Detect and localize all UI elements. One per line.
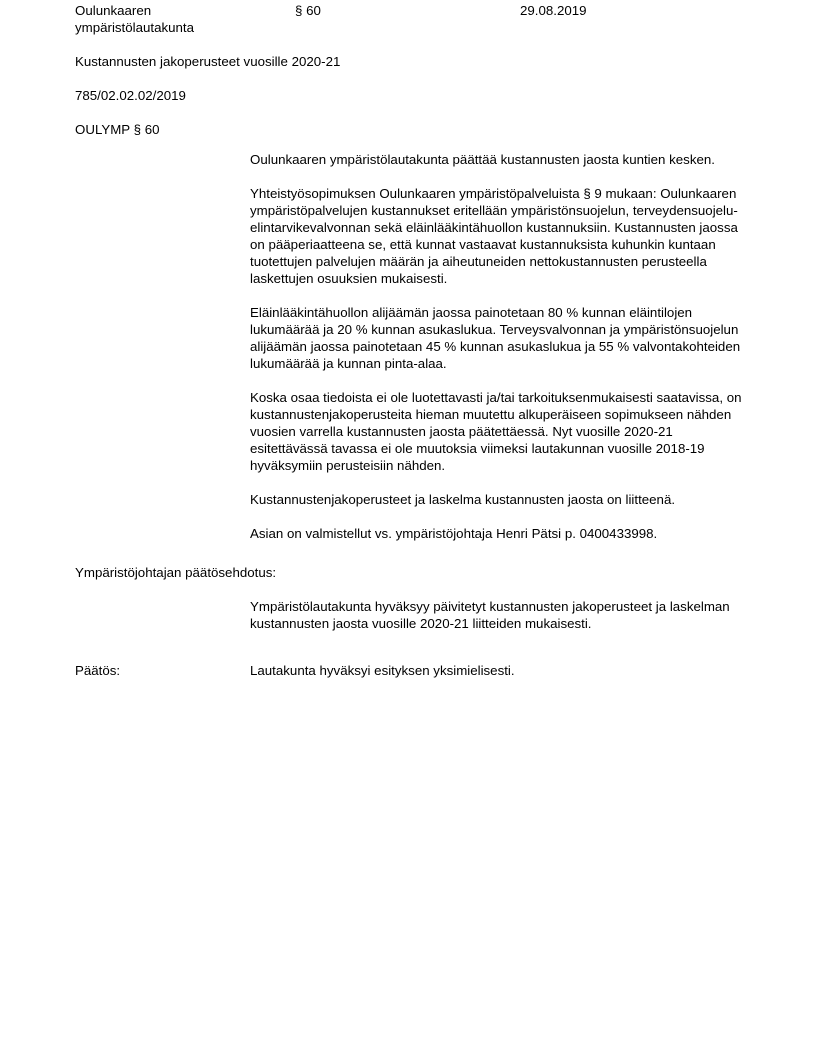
proposal-heading: Ympäristöjohtajan päätösehdotus: — [75, 565, 277, 580]
document-title: Kustannusten jakoperusteet vuosille 2020-21 — [75, 54, 341, 69]
body-paragraph: Koska osaa tiedoista ei ole luotettavasti ja/tai tarkoituksenmukaisesti saatavissa, on kustannustenjakoperusteita hieman muutettu alkuperäiseen sopimukseen nähden vuosien varrella kustannusten jaosta päätettäessä. Nyt vuosille 2020-21 esitettävässä tavassa ei ole muutoksia viimeksi lautakunnan vuosille 2018-19 hyväksymiin perusteisiin nähden. — [250, 390, 742, 473]
agenda-item-code: OULYMP § 60 — [75, 122, 160, 137]
decision-row — [75, 662, 776, 679]
proposal-body — [250, 598, 750, 632]
proposal-text: Ympäristölautakunta hyväksyy päivitetyt kustannusten jakoperusteet ja laskelman kustannusten jaosta vuosille 2020-21 liitteiden mukaisesti. — [250, 599, 730, 631]
body-paragraph: Oulunkaaren ympäristölautakunta päättää kustannusten jaosta kuntien kesken. — [250, 152, 715, 167]
body-paragraph: Kustannustenjakoperusteet ja laskelma kustannusten jaosta on liitteenä. — [250, 492, 676, 507]
section-number: § 60 — [295, 3, 321, 18]
decision-label: Päätös: — [75, 663, 121, 678]
body-paragraph: Asian on valmistellut vs. ympäristöjohtaja Henri Pätsi p. 0400433998. — [250, 526, 658, 541]
body-text — [250, 151, 750, 542]
diary-number: 785/02.02.02/2019 — [75, 88, 186, 103]
decision-text: Lautakunta hyväksyi esityksen yksimielisesti. — [250, 663, 515, 678]
document-header — [75, 2, 776, 36]
body-paragraph: Yhteistyösopimuksen Oulunkaaren ympäristöpalveluista § 9 mukaan: Oulunkaaren ympäristöpalvelujen kustannukset eritellään ympäristönsuojelun, terveydensuojelu-elintarvikevalvonnan sekä eläinlääkintähuollon kustannuksiin. Kustannusten jaossa on pääperiaatteena se, että kunnat vastaavat kustannuksista kuhunkin kuntaan tuotettujen palvelujen määrän ja aiheutuneiden nettokustannusten perusteella laskettujen osuuksien mukaisesti. — [250, 186, 738, 286]
body-paragraph: Eläinlääkintähuollon alijäämän jaossa painotetaan 80 % kunnan eläintilojen lukumäärää ja 20 % kunnan asukaslukua. Terveysvalvonnan ja ympäristönsuojelun alijäämän jaossa painotetaan 45 % kunnan asukaslukua ja 55 % valvontakohteiden lukumäärää ja kunnan pinta-alaa. — [250, 305, 741, 371]
organization-name: Oulunkaaren ympäristölautakunta — [75, 3, 194, 35]
document-date: 29.08.2019 — [520, 3, 587, 18]
